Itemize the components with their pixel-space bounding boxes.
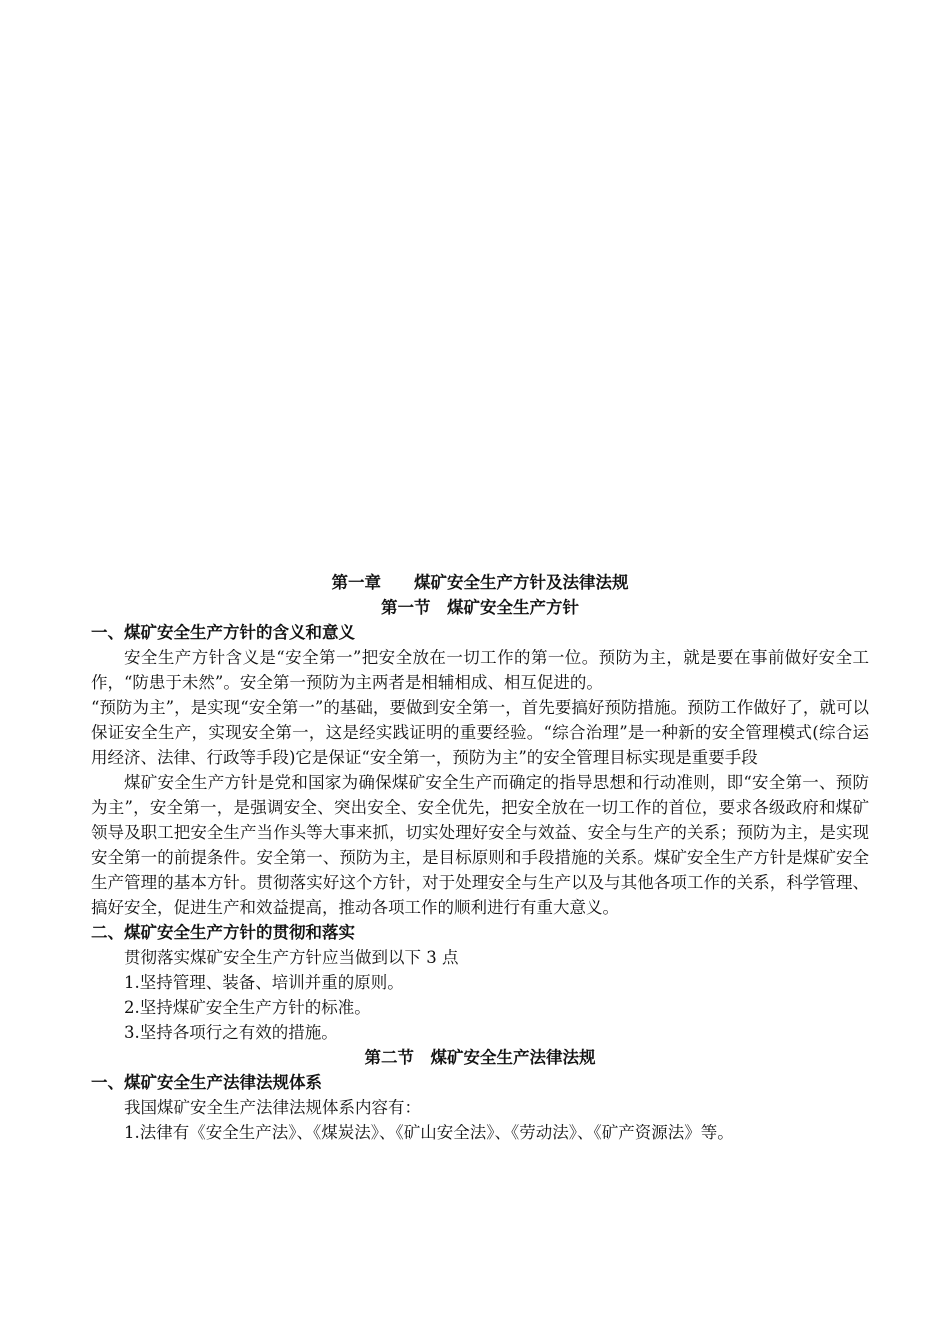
document-body <box>91 570 869 1145</box>
list-item: 1.坚持管理、装备、培训并重的原则。 <box>124 973 404 992</box>
heading-3: 一、煤矿安全生产法律法规体系 <box>91 1073 322 1092</box>
paragraph-5: 我国煤矿安全生产法律法规体系内容有： <box>124 1098 421 1117</box>
paragraph-4: 贯彻落实煤矿安全生产方针应当做到以下 3 点 <box>124 948 459 967</box>
heading-2: 二、煤矿安全生产方针的贯彻和落实 <box>91 923 355 942</box>
heading-1: 一、煤矿安全生产方针的含义和意义 <box>91 623 355 642</box>
chapter-title: 第一章 煤矿安全生产方针及法律法规 <box>331 573 629 592</box>
list-item: 2.坚持煤矿安全生产方针的标准。 <box>124 998 371 1017</box>
paragraph-3: 煤矿安全生产方针是党和国家为确保煤矿安全生产而确定的指导思想和行动准则，即“安全第一、预防为主”，安全第一，是强调安全、突出安全、安全优先，把安全放在一切工作的首位，要求各级政府和煤矿领导及职工把安全生产当作头等大事来抓，切实处理好安全与效益、安全与生产的关系；预防为主，是实现安全第一的前提条件。安全第一、预防为主，是目标原则和手段措施的关系。煤矿安全生产方针是煤矿安全生产管理的基本方针。贯彻落实好这个方针，对于处理安全与生产以及与其他各项工作的关系，科学管理、搞好安全，促进生产和效益提高，推动各项工作的顺利进行有重大意义。 <box>91 773 869 917</box>
section-title-2: 第二节 煤矿安全生产法律法规 <box>364 1048 596 1067</box>
paragraph-2: “预防为主”，是实现“安全第一”的基础，要做到安全第一，首先要搞好预防措施。预防工作做好了，就可以保证安全生产，实现安全第一，这是经实践证明的重要经验。“综合治理”是一种新的安全管理模式(综合运用经济、法律、行政等手段)它是保证“安全第一，预防为主”的安全管理目标实现是重要手段 <box>91 698 869 767</box>
paragraph-1: 安全生产方针含义是“安全第一”把安全放在一切工作的第一位。预防为主，就是要在事前做好安全工作，“防患于未然”。安全第一预防为主两者是相辅相成、相互促进的。 <box>91 648 869 692</box>
list-item: 3.坚持各项行之有效的措施。 <box>124 1023 338 1042</box>
section-title-1: 第一节 煤矿安全生产方针 <box>381 598 579 617</box>
paragraph-6: 1.法律有《安全生产法》、《煤炭法》、《矿山安全法》、《劳动法》、《矿产资源法》等。 <box>124 1123 734 1142</box>
